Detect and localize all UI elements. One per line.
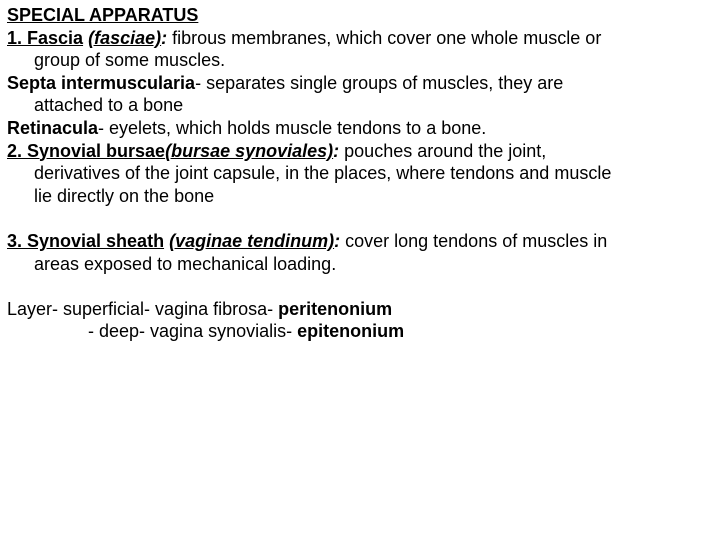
epitenonium-term: epitenonium: [297, 321, 405, 342]
septa-line: [7, 72, 713, 95]
bursae-line: [7, 140, 713, 163]
bursae-colon: :: [333, 140, 340, 161]
sheath-line: [7, 230, 713, 253]
spacer: [7, 207, 713, 230]
bursae-definition-cont-1: derivatives of the joint capsule, in the places, where tendons and muscle: [34, 163, 612, 184]
fascia-line: [7, 27, 713, 50]
retinacula-definition: - eyelets, which holds muscle tendons to a bone.: [98, 117, 487, 138]
spacer: [7, 275, 713, 298]
retinacula-line: [7, 117, 713, 140]
slide-title: SPECIAL APPARATUS: [7, 5, 199, 25]
fascia-colon: :: [161, 27, 168, 48]
retinacula-term: Retinacula: [7, 117, 99, 138]
sheath-colon: :: [334, 230, 341, 251]
bursae-number-label: 2. Synovial bursae: [7, 140, 166, 161]
bursae-definition: pouches around the joint,: [339, 140, 547, 161]
sheath-latin-term: (vaginae tendinum): [169, 230, 335, 251]
peritenonium-term: peritenonium: [278, 298, 393, 319]
sheath-definition-cont: areas exposed to mechanical loading.: [34, 253, 337, 274]
septa-term: Septa intermuscularia: [7, 72, 196, 93]
fascia-number-label: 1. Fascia: [7, 27, 84, 48]
slide-content: [7, 4, 713, 343]
layer-deep-text: - deep- vagina synovialis-: [88, 321, 298, 342]
layer-superficial-line: [7, 298, 713, 321]
septa-definition-cont: attached to a bone: [34, 95, 184, 116]
fascia-latin-term: (fasciae): [88, 27, 162, 48]
bursae-latin-term: (bursae synoviales): [165, 140, 334, 161]
sheath-number-label: 3. Synovial sheath: [7, 230, 165, 251]
fascia-definition-cont: group of some muscles.: [34, 50, 226, 71]
layer-superficial-text: Layer- superficial- vagina fibrosa-: [7, 298, 279, 319]
fascia-definition: fibrous membranes, which cover one whole muscle or: [167, 27, 602, 48]
sheath-definition: cover long tendons of muscles in: [340, 230, 608, 251]
septa-definition: - separates single groups of muscles, they are: [195, 72, 564, 93]
layer-deep-line: [7, 320, 713, 343]
bursae-definition-cont-2: lie directly on the bone: [34, 185, 215, 206]
